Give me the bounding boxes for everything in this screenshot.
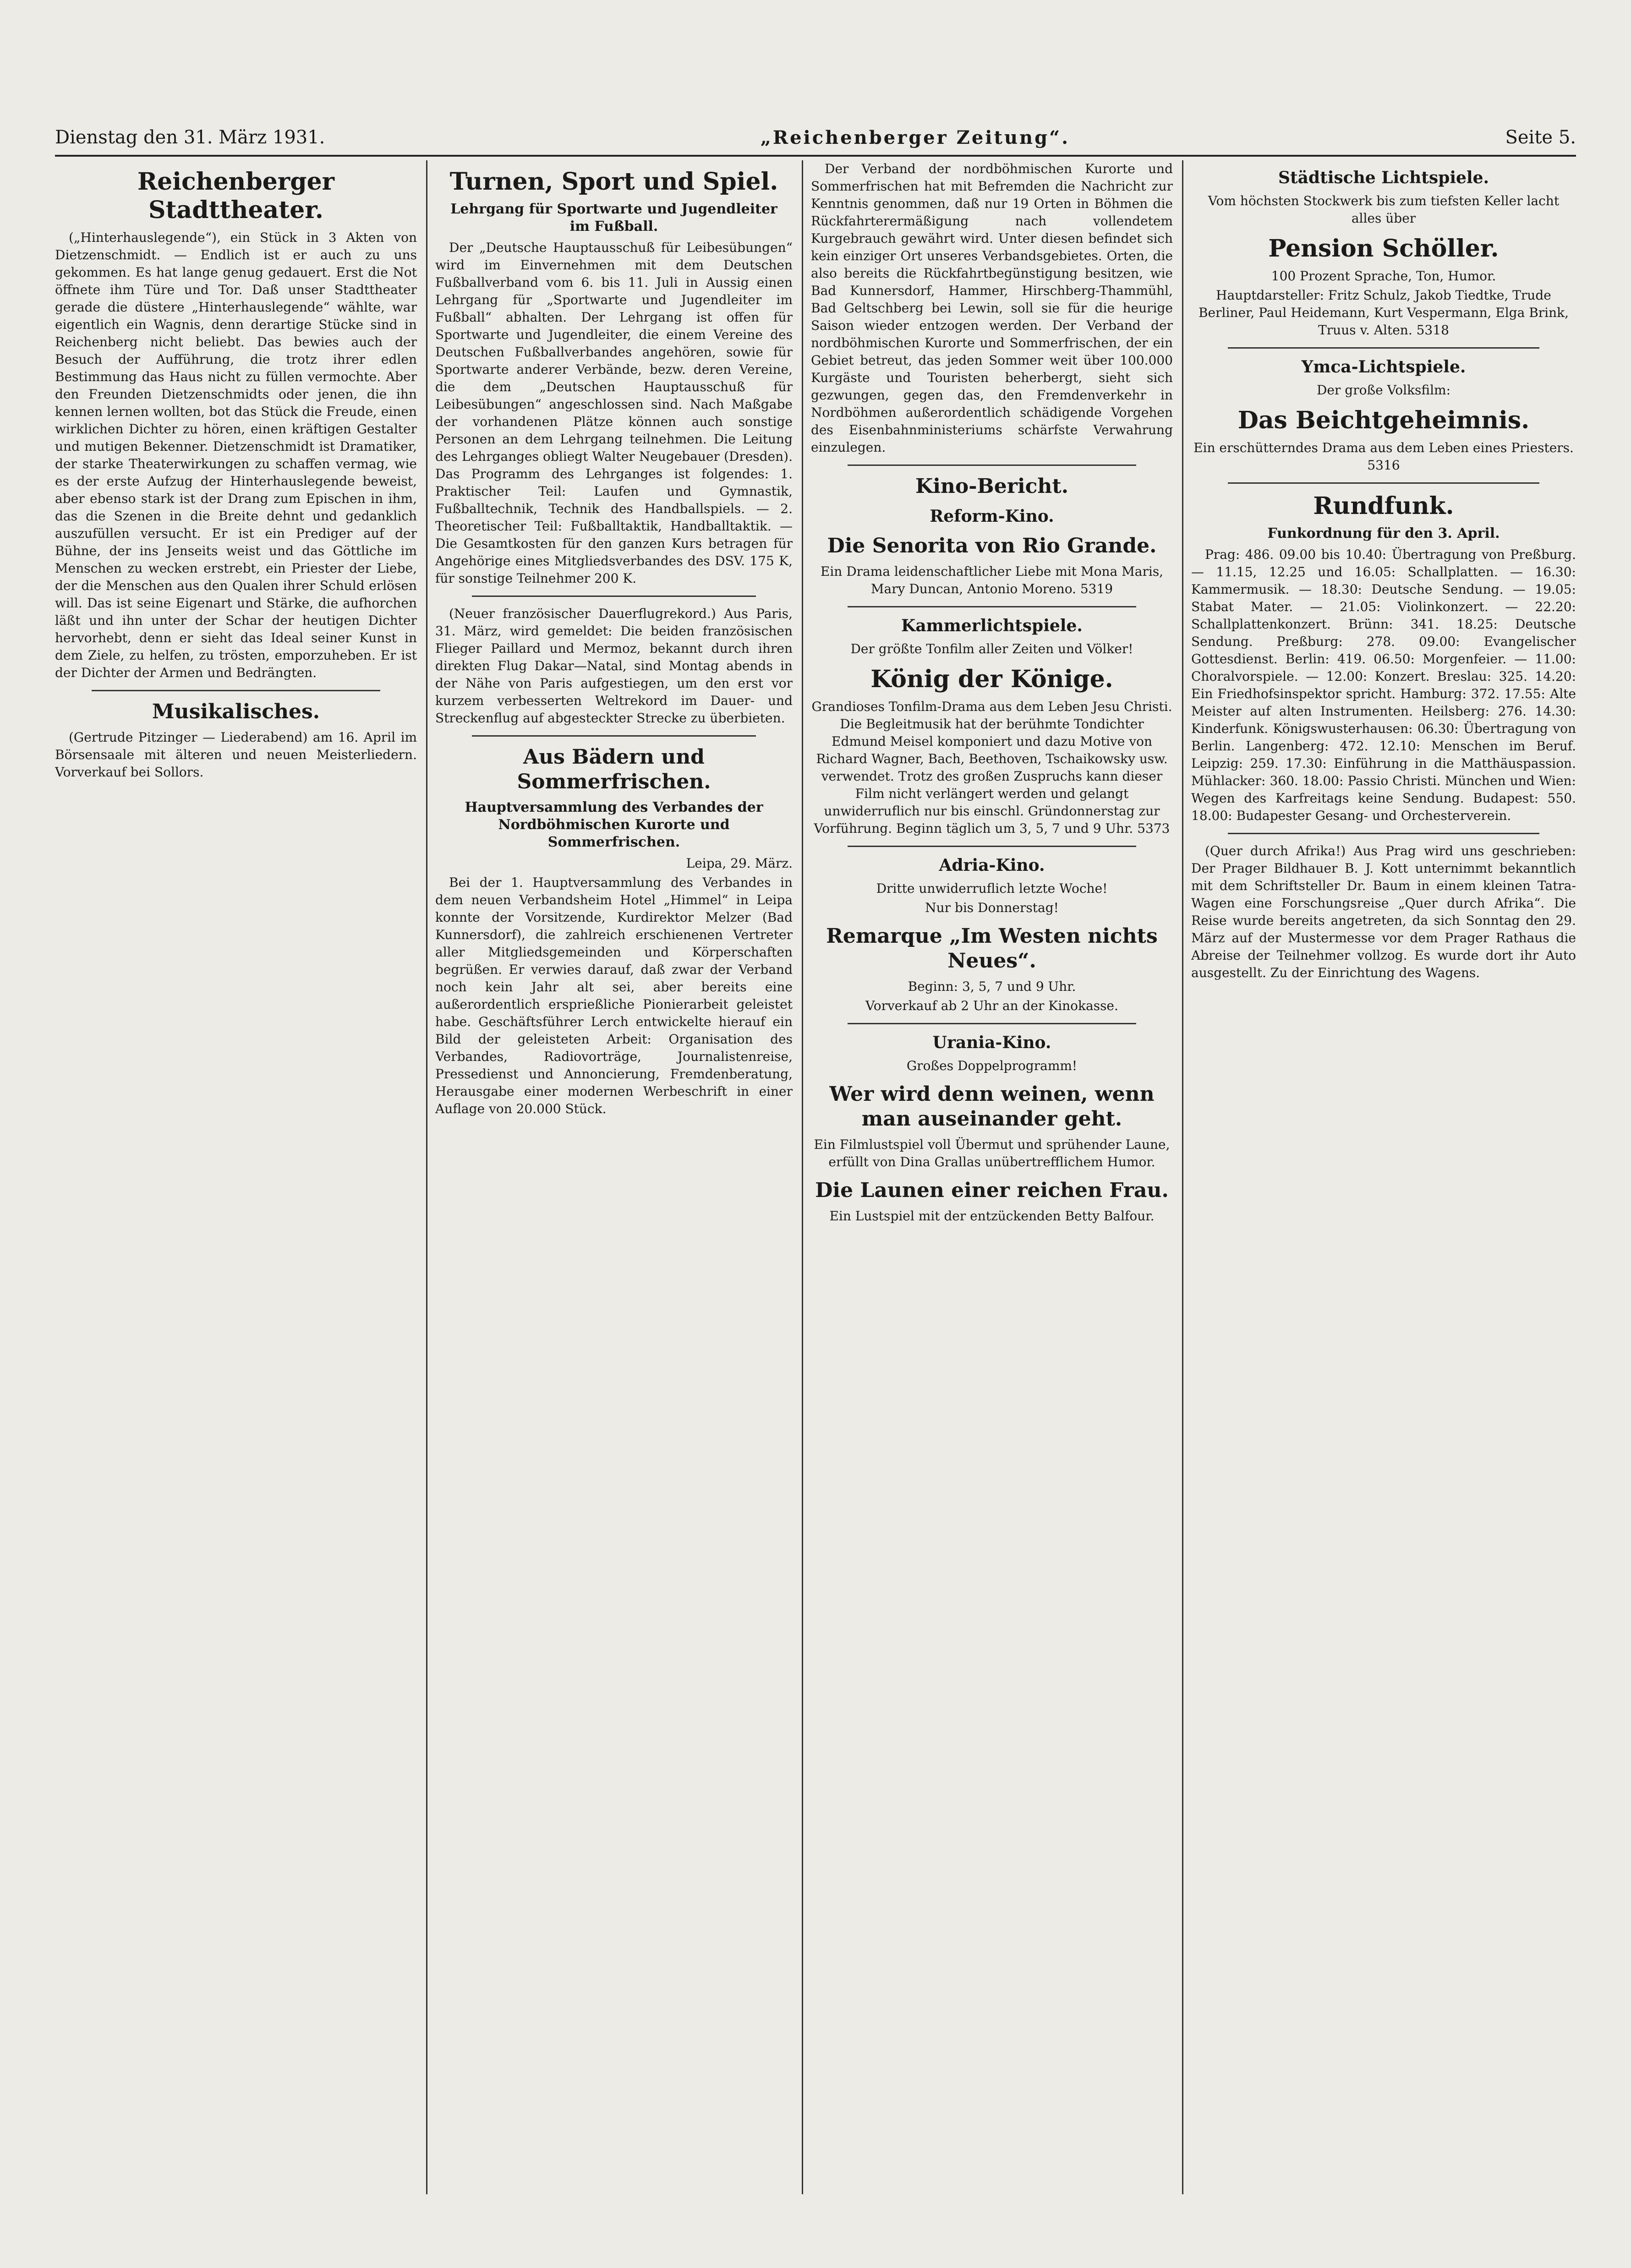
baeder-dateline: Leipa, 29. März. [686,856,793,871]
header-page-number: Seite 5. [1505,127,1576,148]
reform-kino-name: Reform-Kino. [930,507,1054,526]
staedt-line-1: Vom höchsten Stockwerk bis zum tiefsten Keller lacht alles über [1208,193,1560,226]
staedt-line-2: 100 Prozent Sprache, Ton, Humor. [1271,268,1496,284]
film-description-weinen: Ein Filmlustspiel voll Übermut und sprühender Laune, erfüllt von Dina Grallas unübertrefflichem Humor. [814,1137,1170,1170]
ymca-kino-name: Ymca-Lichtspiele. [1301,357,1466,377]
kammer-kino-name: Kammerlichtspiele. [901,616,1083,635]
film-description-senorita: Ein Drama leidenschaftlicher Liebe mit Mona Maris, Mary Duncan, Antonio Moreno. 5319 [820,564,1164,596]
sport-subheading: Lehrgang für Sportwarte und Jugendleiter im Fußball. [450,201,777,235]
baeder-heading: Aus Bädern und Sommerfrischen. [517,745,711,793]
section-divider [848,606,1136,607]
kammer-tagline: Der größte Tonfilm aller Zeiten und Völker! [850,641,1133,656]
column-1 [55,160,417,2194]
film-title-beichtgeheimnis: Das Beichtgeheimnis. [1237,406,1530,434]
header-date: Dienstag den 31. März 1931. [55,127,325,148]
ymca-line-1: Der große Volksfilm: [1316,383,1451,398]
theater-heading: Reichenberger Stadttheater. [137,168,335,224]
section-divider [1228,347,1539,349]
film-title-pension: Pension Schöller. [1268,235,1499,262]
rundfunk-subheading: Funkordnung für den 3. April. [1267,525,1500,541]
film-title-weinen: Wer wird denn weinen, wenn man auseinander geht. [829,1082,1155,1131]
section-divider [472,735,756,737]
column-3 [811,160,1173,2194]
kino-heading: Kino-Bericht. [915,475,1069,498]
film-title-remarque: Remarque „Im Westen nichts Neues“. [826,924,1158,973]
baeder-subheading: Hauptversammlung des Verbandes der Nordböhmischen Kurorte und Sommerfrischen. [465,799,763,850]
section-divider [472,596,756,597]
column-rule [426,160,427,2194]
film-title-senorita: Die Senorita von Rio Grande. [827,534,1157,557]
film-description-koenig: Grandioses Tonfilm-Drama aus dem Leben Jesu Christi. Die Begleitmusik hat der berühmte Tondichter Edmund Meisel komponiert und dazu Motive von Richard Wagner, Bach, Beethoven, Tschaikowsky usw. verwendet. Trotz des großen Zuspruchs kann dieser Film nicht verlängert werden und gelangt unwiderruflich nur bis einschl. Gründonnerstag zur Vorführung. Beginn täglich um 3, 5, 7 und 9 Uhr. 5373 [811,699,1172,836]
column-rule [1182,160,1183,2194]
adria-line-1: Dritte unwiderruflich letzte Woche! [876,881,1108,896]
flight-article: (Neuer französischer Dauerflugrekord.) Aus Paris, 31. März, wird gemeldet: Die beiden französischen Flieger Paillard und Mermoz, bekannt durch ihren direkten Flug Dakar—Natal, sind Montag abends in der Nähe von Paris aufgestiegen, um den erst vor kurzem verbesserten Weltrekord im Dauer- und Streckenflug auf abgesteckter Strecke zu überbieten. [435,606,793,726]
column-4 [1191,160,1576,2194]
baeder-article: Bei der 1. Hauptversammlung des Verbandes in dem neuen Verbandsheim Hotel „Himmel“ in Leipa konnte der Vorsitzende, Kurdirektor Melzer (Bad Kunnersdorf), die zahlreich erschienenen Vertreter aller Mitgliedsgemeinden und Körperschaften begrüßen. Er verwies darauf, daß zwar der Verband noch kein Jahr alt sei, aber bereits eine außerordentlich ersprießliche Pionierarbeit geleistet habe. Geschäftsführer Lerch entwickelte hierauf ein Bild der geleisteten Arbeit: Organisation des Verbandes, Radiovorträge, Journalistenreise, Pressedienst und Annoncierung, Fremdenberatung, Herausgabe einer modernen Werbeschrift in einer Auflage von 20.000 Stück. [435,875,793,1116]
film-title-launen: Die Launen einer reichen Frau. [815,1179,1169,1202]
rundfunk-program: Prag: 486. 09.00 bis 10.40: Übertragung von Preßburg. — 11.15, 12.25 und 16.05: Schallplatten. — 16.30: Kammermusik. — 18.30: Deutsche Sendung. — 19.05: Stabat Mater. — 21.05: Violinkonzert. — 22.20: Schallplattenkonzert. Brünn: 341. 18.25: Deutsche Sendung. Preßburg: 278. 09.00: Evangelischer Gottesdienst. Berlin: 419. 06.50: Morgenfeier. — 11.00: Choralvorspiele. — 12.00: Konzert. Breslau: 325. 14.20: Ein Friedhofsinspektor spricht. Hamburg: 372. 17.55: Alte Meister auf alten Instrumenten. Heilsberg: 276. 14.30: Kinderfunk. Königswusterhausen: 06.30: Übertragung von Berlin. Langenberg: 472. 12.10: Menschen im Beruf. Leipzig: 259. 17.30: Einführung in die Matthäuspassion. Mühlacker: 360. 18.00: Passio Christi. München und Wien: Wegen des Karfreitags keine Sendung. Budapest: 550. 18.00: Budapester Gesang- und Orchesterverein. [1191,547,1576,823]
ymca-description: Ein erschütterndes Drama aus dem Leben eines Priesters. 5316 [1193,440,1574,473]
urania-line-1: Großes Doppelprogramm! [906,1058,1078,1073]
section-divider [848,1023,1136,1024]
section-divider [848,846,1136,847]
theater-article: („Hinterhauslegende“), ein Stück in 3 Akten von Dietzenschmidt. — Endlich ist er auch zu uns gekommen. Es hat lange genug gedauert. Erst die Not öffnete ihm Türe und Tor. Daß unser Stadttheater gerade die düstere „Hinterhauslegende“ wählte, war eigentlich ein Wagnis, denn derartige Stücke sind in Reichenberg nicht beliebt. Das bewies auch der Besuch der Aufführung, die trotz ihrer edlen Bestimmung das Haus nicht zu füllen vermochte. Aber den Freunden Dietzenschmidts oder jenen, die ihn kennen lernen wollten, bot das Stück die Freude, einen wirklichen Dichter zu hören, einen kräftigen Gestalter und mutigen Bekenner. Dietzenschmidt ist Dramatiker, der starke Theaterwirkungen zu schaffen vermag, wie es der erste Aufzug der Hinterhauslegende beweist, aber ebenso stark ist der Drang zum Epischen in ihm, das die Szenen in die Breite dehnt und gedanklich auszufüllen versucht. Er ist ein Prediger auf der Bühne, der ins Jenseits weist und das Göttliche im Menschen zu wecken erstrebt, ein Priester der Liebe, der die Menschen aus den Qualen ihrer Schuld erlösen will. Das ist seine Eigenart und Stärke, die aufhorchen läßt und ihn unter der Schar der heutigen Dichter hervorhebt, denn er sieht das Ideal seiner Kunst in dem Ziele, zu helfen, zu trösten, emporzuheben. Er ist der Dichter der Armen und Bedrängten. [55,230,417,680]
adria-line-3: Beginn: 3, 5, 7 und 9 Uhr. [908,979,1076,994]
adria-line-4: Vorverkauf ab 2 Uhr an der Kinokasse. [865,998,1118,1013]
section-divider [92,690,380,691]
sport-article: Der „Deutsche Hauptausschuß für Leibesübungen“ wird im Einvernehmen mit dem Deutschen Fußballverband vom 6. bis 11. Juli in Aussig einen Lehrgang für „Sportwarte und Jugendleiter im Fußball“ abhalten. Der Lehrgang ist offen für Sportwarte und Jugendleiter, die einem Vereine des Deutschen Fußballverbandes angehören, sowie für Sportwarte anderer Verbände, bezw. deren Vereine, die dem „Deutschen Hauptausschuß für Leibesübungen“ angeschlossen sind. Nach Maßgabe der vorhandenen Plätze können auch sonstige Personen an dem Lehrgang teilnehmen. Die Leitung des Lehrganges obliegt Walter Neugebauer (Dresden). Das Programm des Lehrganges ist folgendes: 1. Praktischer Teil: Laufen und Gymnastik, Fußballtechnik, Technik des Handballspiels. — 2. Theoretischer Teil: Fußballtaktik, Handballtaktik. — Die Gesamtkosten für den ganzen Kurs betragen für Angehörige eines Mitgliedsverbandes des DSV. 175 K, für sonstige Teilnehmer 200 K. [435,240,793,586]
music-article: (Gertrude Pitzinger — Liederabend) am 16. April im Börsensaale mit älteren und neuen Meisterliedern. Vorverkauf bei Sollors. [55,730,417,780]
column-2 [435,160,793,2194]
afrika-article: (Quer durch Afrika!) Aus Prag wird uns geschrieben: Der Prager Bildhauer B. J. Kott unternimmt bekanntlich mit dem Schriftsteller Dr. Baum in einem kleinen Tatra-Wagen eine Forschungsreise „Quer durch Afrika“. Die Reise wurde bereits angetreten, da sich Sonntag den 29. März auf der Mustermesse vor dem Prager Rathaus die Abreise der Teilnehmer vollzog. Es wurde dort ihr Auto ausgestellt. Zu der Einrichtung des Wagens. [1191,843,1576,980]
section-divider [848,465,1136,466]
staedt-kino-name: Städtische Lichtspiele. [1278,168,1489,187]
header-paper-name: „Reichenberger Zeitung“. [760,126,1070,148]
urania-kino-name: Urania-Kino. [932,1033,1051,1052]
staedt-cast: Hauptdarsteller: Fritz Schulz, Jakob Tiedtke, Trude Berliner, Paul Heidemann, Kurt Vespermann, Elga Brink, Truus v. Alten. 5318 [1198,288,1569,338]
sport-heading: Turnen, Sport und Spiel. [449,168,778,196]
header-rule [55,155,1576,157]
verband-article: Der Verband der nordböhmischen Kurorte und Sommerfrischen hat mit Befremden die Nachricht zur Kenntnis genommen, daß nur 19 Orten in Böhmen die Rückfahrterermäßigung nach vollendetem Kurgebrauch gewährt wird. Unter diesen befindet sich kein einziger Ort unseres Verbandsgebietes. Orten, die also bereits die Rückfahrtbegünstigung besitzen, wie Bad Kunnersdorf, Hammer, Hirschberg-Thammühl, Bad Geltschberg bei Lewin, soll sie für die heurige Saison wieder entzogen werden. Der Verband der nordböhmischen Kurorte und Sommerfrischen, der ein Gebiet betreut, das jeden Sommer weit über 100.000 Kurgäste und Touristen beherbergt, sieht sich gezwungen, gegen das, den Fremdenverkehr in Nordböhmen außerordentlich schädigende Vorgehen des Eisenbahnministeriums schärfste Verwahrung einzulegen. [811,161,1173,455]
rundfunk-heading: Rundfunk. [1313,492,1454,520]
film-title-koenig: König der Könige. [870,665,1113,693]
film-description-launen: Ein Lustspiel mit der entzückenden Betty Balfour. [829,1208,1155,1224]
adria-kino-name: Adria-Kino. [939,856,1045,875]
adria-line-2: Nur bis Donnerstag! [925,900,1059,915]
column-rule [802,160,803,2194]
section-divider [1228,833,1539,834]
music-heading: Musikalisches. [152,700,320,723]
section-divider [1228,482,1539,484]
running-header [55,124,1576,151]
